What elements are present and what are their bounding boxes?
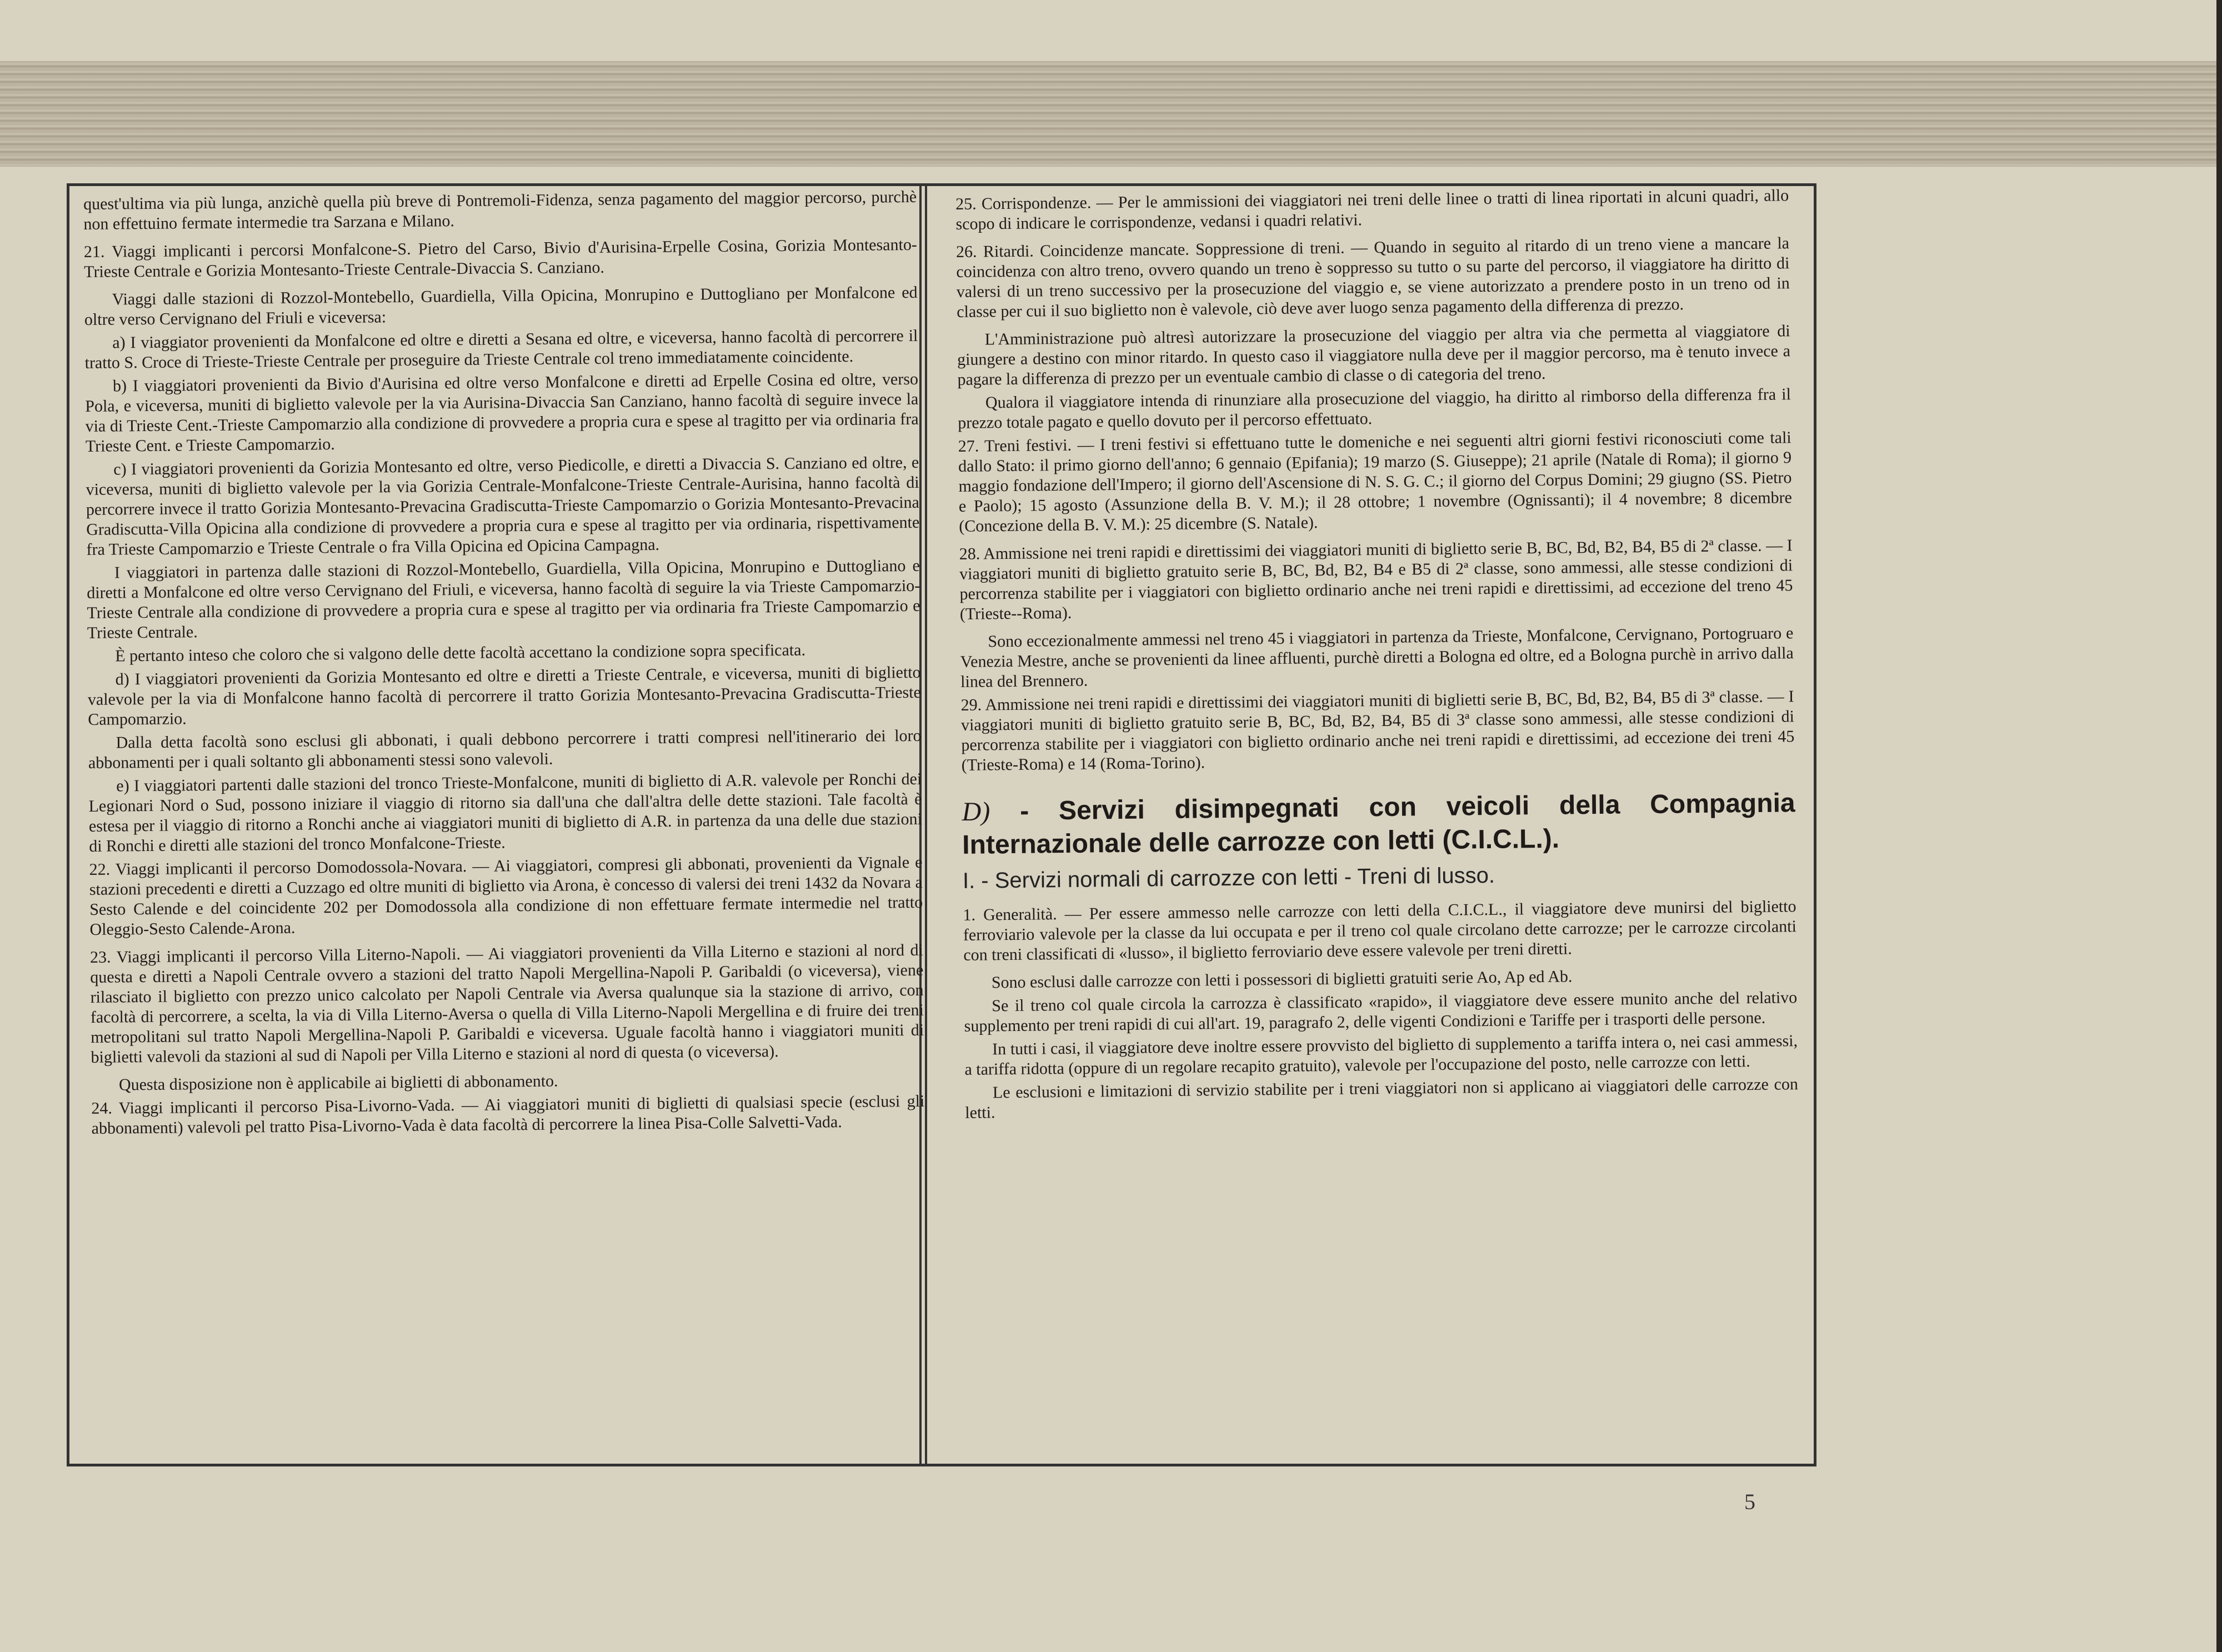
- paragraph: Le esclusioni e limitazioni di servizio stabilite per i treni viaggiatori non si applicano ai viaggiatori delle carrozze con letti.: [965, 1075, 1799, 1122]
- paragraph: Sono eccezionalmente ammessi nel treno 45 i viaggiatori in partenza da Trieste, Monfalcone, Cervignano, Portogruaro e Venezia Mestre, anche se provenienti da linee affluenti, purchè diretti a Bologna ed oltre, ed a Bologna purchè in arrivo dalla linea del Brennero.: [960, 624, 1794, 691]
- section-title: [962, 787, 1795, 862]
- paragraph: L'Amministrazione può altresì autorizzare la prosecuzione del viaggio per altra via che permetta al viaggiatore di giungere a destino con minor ritardo. In questo caso il viaggiatore nulla deve per il maggior percorso, ma è tenuto invece a pagare la differenza di prezzo per un eventuale cambio di classe o di categoria del treno.: [957, 322, 1791, 389]
- paragraph: quest'ultima via più lunga, anzichè quella più breve di Pontremoli-Fidenza, senza pagamento del maggior percorso, purchè non effettuino fermate intermedie tra Sarzana e Milano.: [83, 187, 917, 233]
- paragraph: 27. Treni festivi. — I treni festivi si effettuano tutte le domeniche e nei seguenti altri giorni festivi riconosciuti come tali dallo Stato: il primo giorno dell'anno; 6 gennaio (Epifania); 19 marzo (S. Giuseppe); 21 aprile (Natale di Roma); il giorno 9 maggio fondazione dell'Impero; il giorno dell'Ascensione di N. S. G. C.; il giorno del Corpus Domini; 29 giugno (SS. Pietro e Paolo); 15 agosto (Assunzione della B. V. M.); il 28 ottobre; 1 novembre (Ognissanti); il 4 novembre; 8 dicembre (Concezione della B. V. M.): 25 dicembre (S. Natale).: [958, 428, 1792, 535]
- right-column: [955, 186, 1798, 1127]
- paragraph: 24. Viaggi implicanti il percorso Pisa-Livorno-Vada. — Ai viaggiatori muniti di biglietti di qualsiasi specie (esclusi gli abbonamenti) valevoli pel tratto Pisa-Livorno-Vada è data facoltà di percorrere la linea Pisa-Colle Salvetti-Vada.: [91, 1092, 925, 1138]
- paragraph: 23. Viaggi implicanti il percorso Villa Literno-Napoli. — Ai viaggiatori provenienti da Villa Literno e stazioni al nord di questa e diretti a Napoli Centrale ovvero a stazioni del tratto Napoli Mergellina-Napoli P. Garibaldi (o viceversa), viene rilasciato il biglietto con prezzo unico calcolato per Napoli Centrale via Aversa qualunque sia la stazione di arrivo, con facoltà di percorrere, a scelta, la via di Villa Literno-Aversa o quella di Villa Literno-Napoli Mergellina e di fruire dei treni metropolitani sul tratto Napoli Mergellina-Napoli P. Garibaldi e viceversa. Uguale facoltà hanno i viaggiatori muniti di biglietti valevoli da stazioni al sud di Napoli per Villa Literno e stazioni al nord di questa (o viceversa).: [89, 940, 924, 1067]
- paragraph: b) I viaggiatori provenienti da Bivio d'Aurisina ed oltre verso Monfalcone e diretti ad Erpelle Cosina ed oltre, verso Pola, e viceversa, muniti di biglietto valevole per la via Aurisina-Divaccia San Canziano, hanno facoltà di seguire invece la via di Trieste Cent.-Trieste Campomarzio alla condizione di provvedere a propria cura e spese al tragitto per via ordinaria fra Trieste Cent. e Trieste Campomarzio.: [85, 369, 919, 455]
- paragraph: Viaggi dalle stazioni di Rozzol-Montebello, Guardiella, Villa Opicina, Monrupino e Duttogliano per Monfalcone ed oltre verso Cervignano del Friuli e viceversa:: [84, 283, 918, 329]
- page-number: 5: [1744, 1489, 1755, 1514]
- paragraph: e) I viaggiatori partenti dalle stazioni del tronco Trieste-Monfalcone, muniti di biglietto di A.R. valevole per Ronchi dei Legionari Nord o Sud, possono iniziare il viaggio di ritorno sia dall'una che dall'altra delle dette stazioni. Tale facoltà è estesa per il viaggio di ritorno a Ronchi anche ai viaggiatori muniti di biglietto di A.R. in partenza da una delle due stazioni di Ronchi e diretti alle stazioni del tronco Monfalcone-Trieste.: [88, 769, 923, 855]
- section-subtitle: I. - Servizi normali di carrozze con letti - Treni di lusso.: [962, 863, 1495, 893]
- paragraph: a) I viaggiator provenienti da Monfalcone ed oltre e diretti a Sesana ed oltre, e viceversa, hanno facoltà di percorrere il tratto S. Croce di Trieste-Trieste Centrale per proseguire da Trieste Centrale col treno immediatamente coincidente.: [84, 326, 918, 372]
- paragraph: 25. Corrispondenze. — Per le ammissioni dei viaggiatori nei treni delle linee o tratti di linea riportati in alcuni quadri, allo scopo di indicare le corrispondenze, vedansi i quadri relativi.: [955, 186, 1789, 233]
- page-edge-stack: [0, 61, 2216, 167]
- paragraph: Dalla detta facoltà sono esclusi gli abbonati, i quali debbono percorrere i tratti compresi nell'itinerario dei loro abbonamenti per i quali soltanto gli abbonamenti stessi sono valevoli.: [88, 726, 922, 772]
- paragraph: È pertanto inteso che coloro che si valgono delle dette facoltà accettano la condizione sopra specificata.: [115, 640, 806, 665]
- paragraph: Se il treno col quale circola la carrozza è classificato «rapido», il viaggiatore deve essere munito anche del relativo supplemento per treni rapidi di cui all'art. 19, paragrafo 2, delle vigenti Condizioni e Tariffe per i trasporti delle persone.: [964, 988, 1798, 1035]
- paragraph: 28. Ammissione nei treni rapidi e direttissimi dei viaggiatori muniti di biglietto serie B, BC, Bd, B2, B4, B5 di 2ª classe. — I viaggiatori muniti di biglietto gratuito serie B, BC, Bd, B2, B4 e B5 di 2ª classe, sono ammessi, alle stesse condizioni di percorrenza stabilite per i viaggiatori con biglietto ordinario anche nei treni rapidi e direttissimi, ad eccezione del treno 45 (Trieste--Roma).: [959, 536, 1793, 623]
- paragraph: 22. Viaggi implicanti il percorso Domodossola-Novara. — Ai viaggiatori, compresi gli abbonati, provenienti da Vignale e stazioni precedenti e diretti a Cuzzago ed oltre muniti di biglietto via Arona, è concesso di valersi dei treni 1432 da Novara a Sesto Calende e del coincidente 202 per Domodossola alla condizione di non effettuare fermate intermedie nel tratto Oleggio-Sesto Calende-Arona.: [89, 853, 923, 939]
- paragraph: 26. Ritardi. Coincidenze mancate. Soppressione di treni. — Quando in seguito al ritardo di un treno viene a mancare la coincidenza con altro treno, ovvero quando un treno è soppresso su tutto o su parte del percorso, il viaggiatore ha diritto di valersi di un treno successivo per la prosecuzione del viaggio e, se viene autorizzato a prendere posto in un treno od in classe per cui il suo biglietto non è valevole, ciò deve aver luogo senza pagamento della differenza di prezzo.: [955, 234, 1790, 321]
- paragraph: Sono esclusi dalle carrozze con letti i possessori di biglietti gratuiti serie Ao, Ap ed Ab.: [991, 967, 1573, 992]
- section-title-text: - Servizi disimpegnati con veicoli della Compagnia Internazionale delle carrozze con letti (C.I.C.L.).: [962, 788, 1795, 860]
- paragraph: c) I viaggiatori provenienti da Gorizia Montesanto ed oltre, verso Piedicolle, e diretti a Divaccia S. Canziano ed oltre, e viceversa, muniti di biglietto valevole per la via Gorizia Centrale-Monfalcone-Trieste Centrale-Aurisina, hanno facoltà di percorrere invece il tratto Gorizia Montesanto-Prevacina Gradiscutta-Trieste Campomarzio o Gorizia Montesanto-Prevacina Gradiscutta-Villa Opicina alla condizione di provvedere a propria cura e spese al tragitto per via ordinaria, rispettivamente fra Trieste Campomarzio e Trieste Centrale o fra Villa Opicina ed Opicina Campagna.: [86, 453, 920, 559]
- paragraph: Qualora il viaggiatore intenda di rinunziare alla prosecuzione del viaggio, ha diritto al rimborso della differenza fra il prezzo totale pagato e quello dovuto per il percorso effettuato.: [958, 385, 1791, 432]
- left-column: [83, 187, 925, 1147]
- section-letter: D): [962, 797, 990, 827]
- paragraph: I viaggiatori in partenza dalle stazioni di Rozzol-Montebello, Guardiella, Villa Opicina, Monrupino e Duttogliano e diretti a Monfalcone ed oltre verso Cervignano del Friuli, e viceversa, hanno facoltà di seguire la via Trieste Campomarzio-Trieste Centrale alla condizione di provvedere a propria cura e spese al tragitto per via ordinaria fra Trieste Campomarzio e Trieste Centrale.: [87, 556, 920, 642]
- paragraph: In tutti i casi, il viaggiatore deve inoltre essere provvisto del biglietto di supplemento a tariffa intera o, nei casi ammessi, a tariffa ridotta (oppure di un regolare recapito gratuito), valevole per l'occupazione del posto, nelle carrozze con letti.: [964, 1032, 1798, 1079]
- paragraph: Questa disposizione non è applicabile ai biglietti di abbonamento.: [118, 1072, 558, 1094]
- paragraph: d) I viaggiatori provenienti da Gorizia Montesanto ed oltre e diretti a Trieste Centrale, e viceversa, muniti di biglietto valevole per la via di Monfalcone hanno facoltà di percorrere il tratto Gorizia Montesanto-Prevacina Gradiscutta-Trieste Campomarzio.: [87, 663, 922, 729]
- paragraph: 29. Ammissione nei treni rapidi e direttissimi dei viaggiatori muniti di biglietti serie B, BC, Bd, B2, B4, B5 di 3ª classe. — I viaggiatori muniti di biglietto gratuito serie B, BC, Bd, B2, B4, B5 di 3ª classe sono ammessi, alle stesse condizioni di percorrenza stabilite per i viaggiatori con biglietto ordinario anche nei treni rapidi e direttissimi, ad eccezione dei treni 45 (Trieste-Roma) e 14 (Roma-Torino).: [960, 687, 1795, 774]
- paragraph: 1. Generalità. — Per essere ammesso nelle carrozze con letti della C.I.C.L., il viaggiatore deve munirsi del biglietto ferroviario valevole per la classe da lui occupata e per il treno col quale circolano dette carrozze; per le carrozze circolanti con treni classificati di «lusso», il biglietto ferroviario deve essere valevole per treni diretti.: [963, 897, 1797, 964]
- paragraph: 21. Viaggi implicanti i percorsi Monfalcone-S. Pietro del Carso, Bivio d'Aurisina-Erpelle Cosina, Gorizia Montesanto-Trieste Centrale e Gorizia Montesanto-Trieste Centrale-Divaccia S. Canziano.: [83, 235, 917, 281]
